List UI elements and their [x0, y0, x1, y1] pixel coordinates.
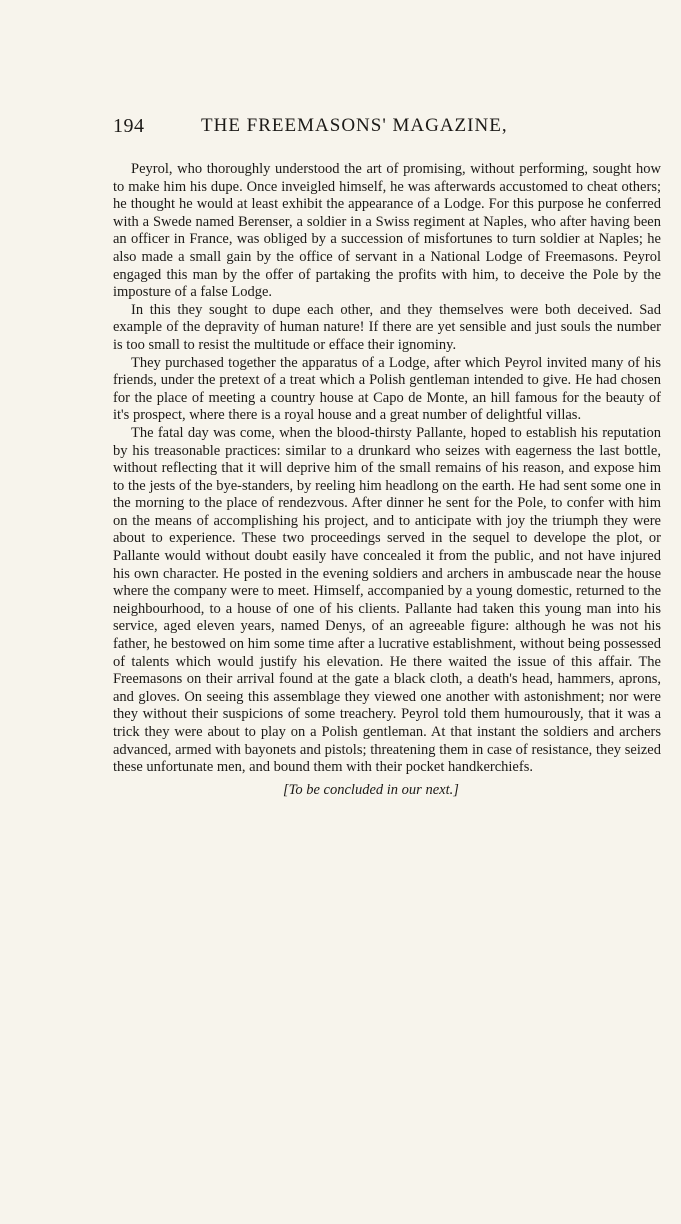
page-number: 194 [113, 115, 145, 137]
running-title: THE FREEMASONS' MAGAZINE, [201, 115, 508, 136]
page-header [113, 111, 661, 141]
magazine-page [113, 111, 661, 799]
continuation-note: [To be concluded in our next.] [283, 781, 459, 798]
paragraph: Peyrol, who thoroughly understood the art of promising, without performing, sought how to make him his dupe. Once inveigled himself, he was afterwards accustomed to cheat others; he thought he would at least exhibit the appearance of a Lodge. For this purpose he conferred with a Swede named Berenser, a soldier in a Swiss regiment at Naples, who after having been an officer in France, was obliged by a succession of misfortunes to turn soldier at Naples; he also made a small gain by the office of servant in a National Lodge of Freemasons. Peyrol engaged this man by the offer of partaking the profits with him, to deceive the Pole by the imposture of a false Lodge. [113, 161, 661, 301]
paragraph: The fatal day was come, when the blood-thirsty Pallante, hoped to establish his reputation by his treasonable practices: similar to a drunkard who seizes with eagerness the last bottle, without reflecting that it will deprive him of the small remains of his reason, and expose him to the jests of the bye-standers, by reeling him headlong on the earth. He had sent some one in the morning to the place of rendezvous. After dinner he sent for the Pole, to confer with him on the means of accomplishing his project, and to anticipate with joy the triumph they were about to experience. These two proceedings served in the sequel to develope the plot, or Pallante would without doubt easily have concealed it from the public, and not have injured his own character. He posted in the evening soldiers and archers in ambuscade near the house where the company were to meet. Himself, accompanied by a young domestic, returned to the neighbourhood, to a house of one of his clients. Pallante had taken this young man into his service, aged eleven years, named Denys, of an agreeable figure: although he was not his father, he bestowed on him some time after a lucrative establishment, without being possessed of talents which would justify his elevation. He there waited the issue of this affair. The Freemasons on their arrival found at the gate a black cloth, a death's head, hammers, aprons, and gloves. On seeing this assemblage they viewed one another with astonishment; nor were they without their suspicions of some treachery. Peyrol told them humourously, that it was a trick they were about to play on a Polish gentleman. At that instant the soldiers and archers advanced, armed with bayonets and pistols; threatening them in case of resistance, they seized these unfortunate men, and bound them with their pocket handkerchiefs. [113, 424, 661, 776]
paragraph: In this they sought to dupe each other, and they themselves were both deceived. Sad example of the depravity of human nature! If there are yet sensible and just souls the number is too small to resist the multitude or efface their ignominy. [113, 301, 661, 353]
article-body [113, 161, 661, 777]
paragraph: They purchased together the apparatus of a Lodge, after which Peyrol invited many of his friends, under the pretext of a treat which a Polish gentleman intended to give. He had chosen for the place of meeting a country house at Capo de Monte, an hill famous for the beauty of it's prospect, where there is a royal house and a great number of delightful villas. [113, 354, 661, 424]
